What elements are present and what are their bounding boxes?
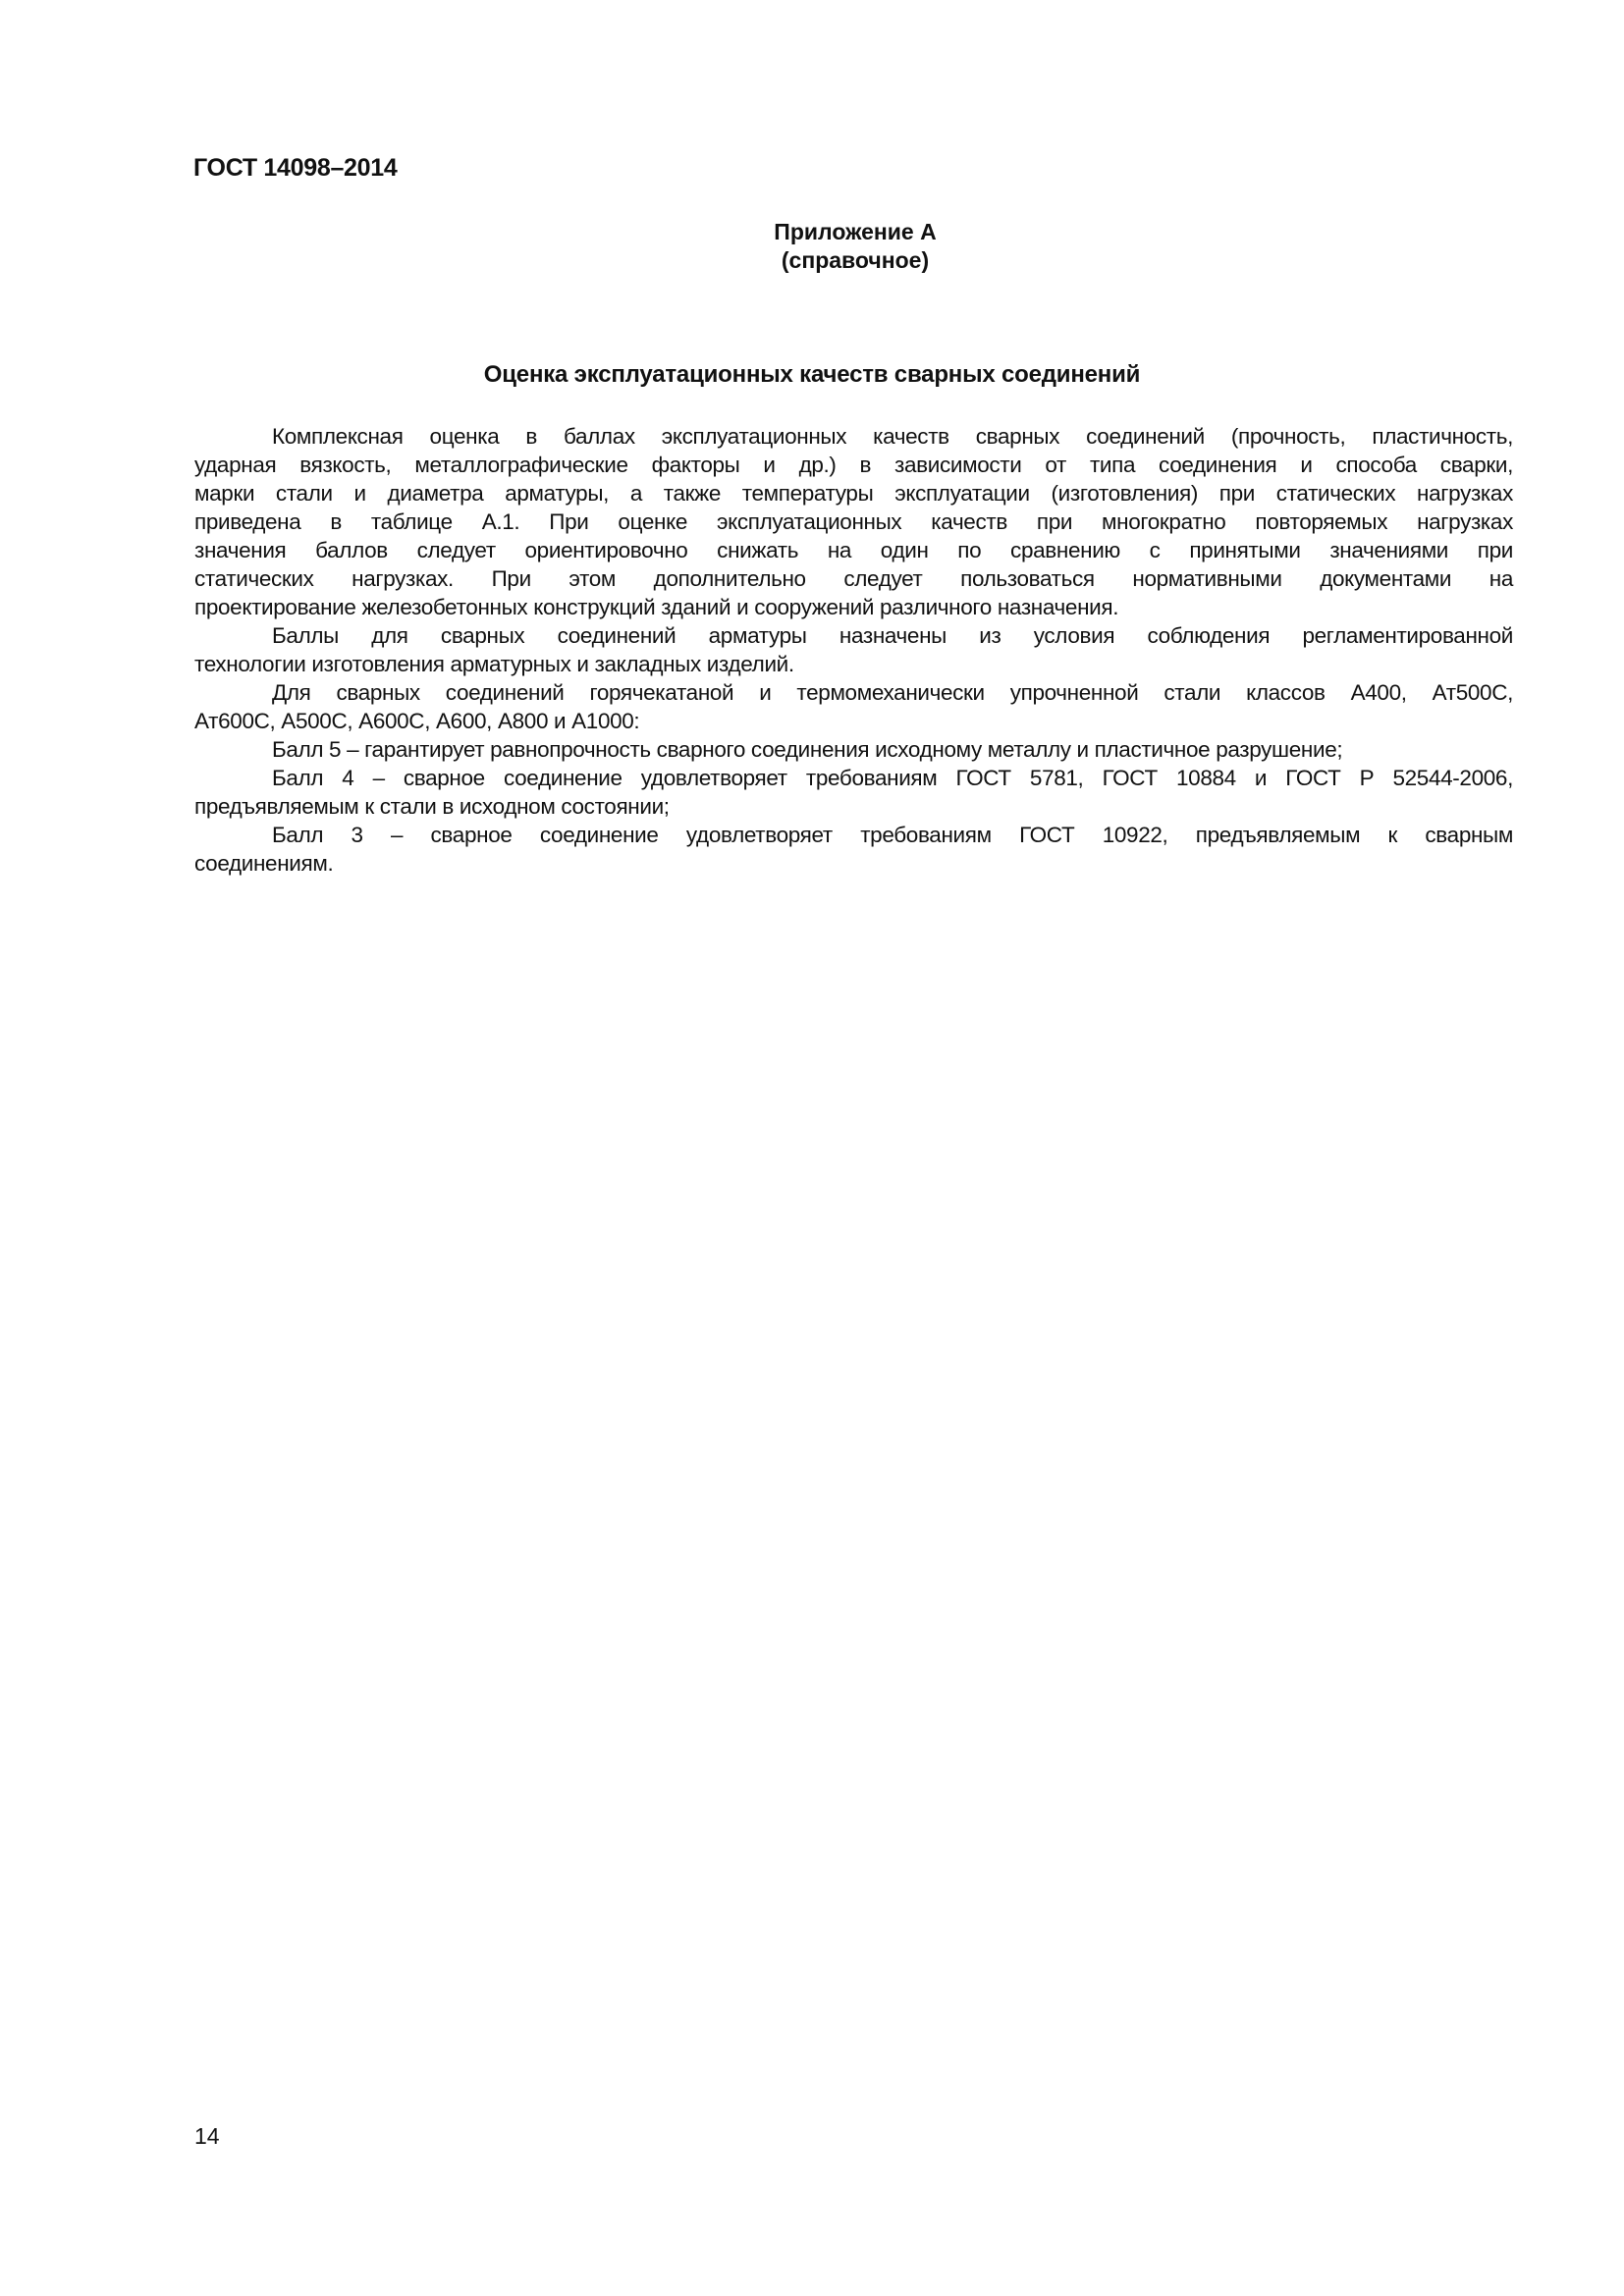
paragraph-overview <box>194 422 1513 621</box>
text-line: Комплексная оценка в баллах эксплуатационных качеств сварных соединений (прочность, пластичность, <box>272 424 1513 449</box>
page-number: 14 <box>194 2123 220 2149</box>
text-line: Балл 4 – сварное соединение удовлетворяет требованиям ГОСТ 5781, ГОСТ 10884 и ГОСТ Р 52544-2006, <box>272 766 1513 790</box>
paragraph-steel-classes <box>194 678 1513 735</box>
appendix-kind: (справочное) <box>781 247 930 273</box>
paragraph-scores-basis <box>194 621 1513 678</box>
text-line: Ат600С, А500С, А600С, А600, А800 и А1000: <box>194 709 640 733</box>
text-line: марки стали и диаметра арматуры, а также температуры эксплуатации (изготовления) при статических нагрузках <box>194 481 1513 506</box>
text-line: предъявляемым к стали в исходном состоянии; <box>194 794 670 819</box>
section-title: Оценка эксплуатационных качеств сварных соединений <box>483 361 1141 388</box>
text-line: значения баллов следует ориентировочно снижать на один по сравнению с принятыми значениями при <box>194 538 1513 562</box>
text-line: Балл 3 – сварное соединение удовлетворяет требованиям ГОСТ 10922, предъявляемым к сварным <box>272 823 1513 847</box>
text-line: ударная вязкость, металлографические факторы и др.) в зависимости от типа соединения и способа сварки, <box>194 453 1513 477</box>
text-line: статических нагрузках. При этом дополнительно следует пользоваться нормативными документами на <box>194 566 1513 591</box>
text-line: технологии изготовления арматурных и закладных изделий. <box>194 652 794 676</box>
paragraph-score-5 <box>194 735 1513 764</box>
appendix-title: Приложение А <box>774 219 937 244</box>
text-line: Балл 5 – гарантирует равнопрочность сварного соединения исходному металлу и пластичное разрушение; <box>272 737 1343 762</box>
text-line: приведена в таблице А.1. При оценке эксплуатационных качеств при многократно повторяемых нагрузках <box>194 509 1513 534</box>
text-line: проектирование железобетонных конструкций зданий и сооружений различного назначения. <box>194 595 1119 619</box>
text-line: Баллы для сварных соединений арматуры назначены из условия соблюдения регламентированной <box>272 623 1513 648</box>
paragraph-score-4 <box>194 764 1513 821</box>
text-line: соединениям. <box>194 851 334 876</box>
text-line: Для сварных соединений горячекатаной и термомеханически упрочненной стали классов А400, Ат500С, <box>272 680 1513 705</box>
document-code: ГОСТ 14098–2014 <box>193 154 398 182</box>
body-text <box>194 422 1513 878</box>
paragraph-score-3 <box>194 821 1513 878</box>
